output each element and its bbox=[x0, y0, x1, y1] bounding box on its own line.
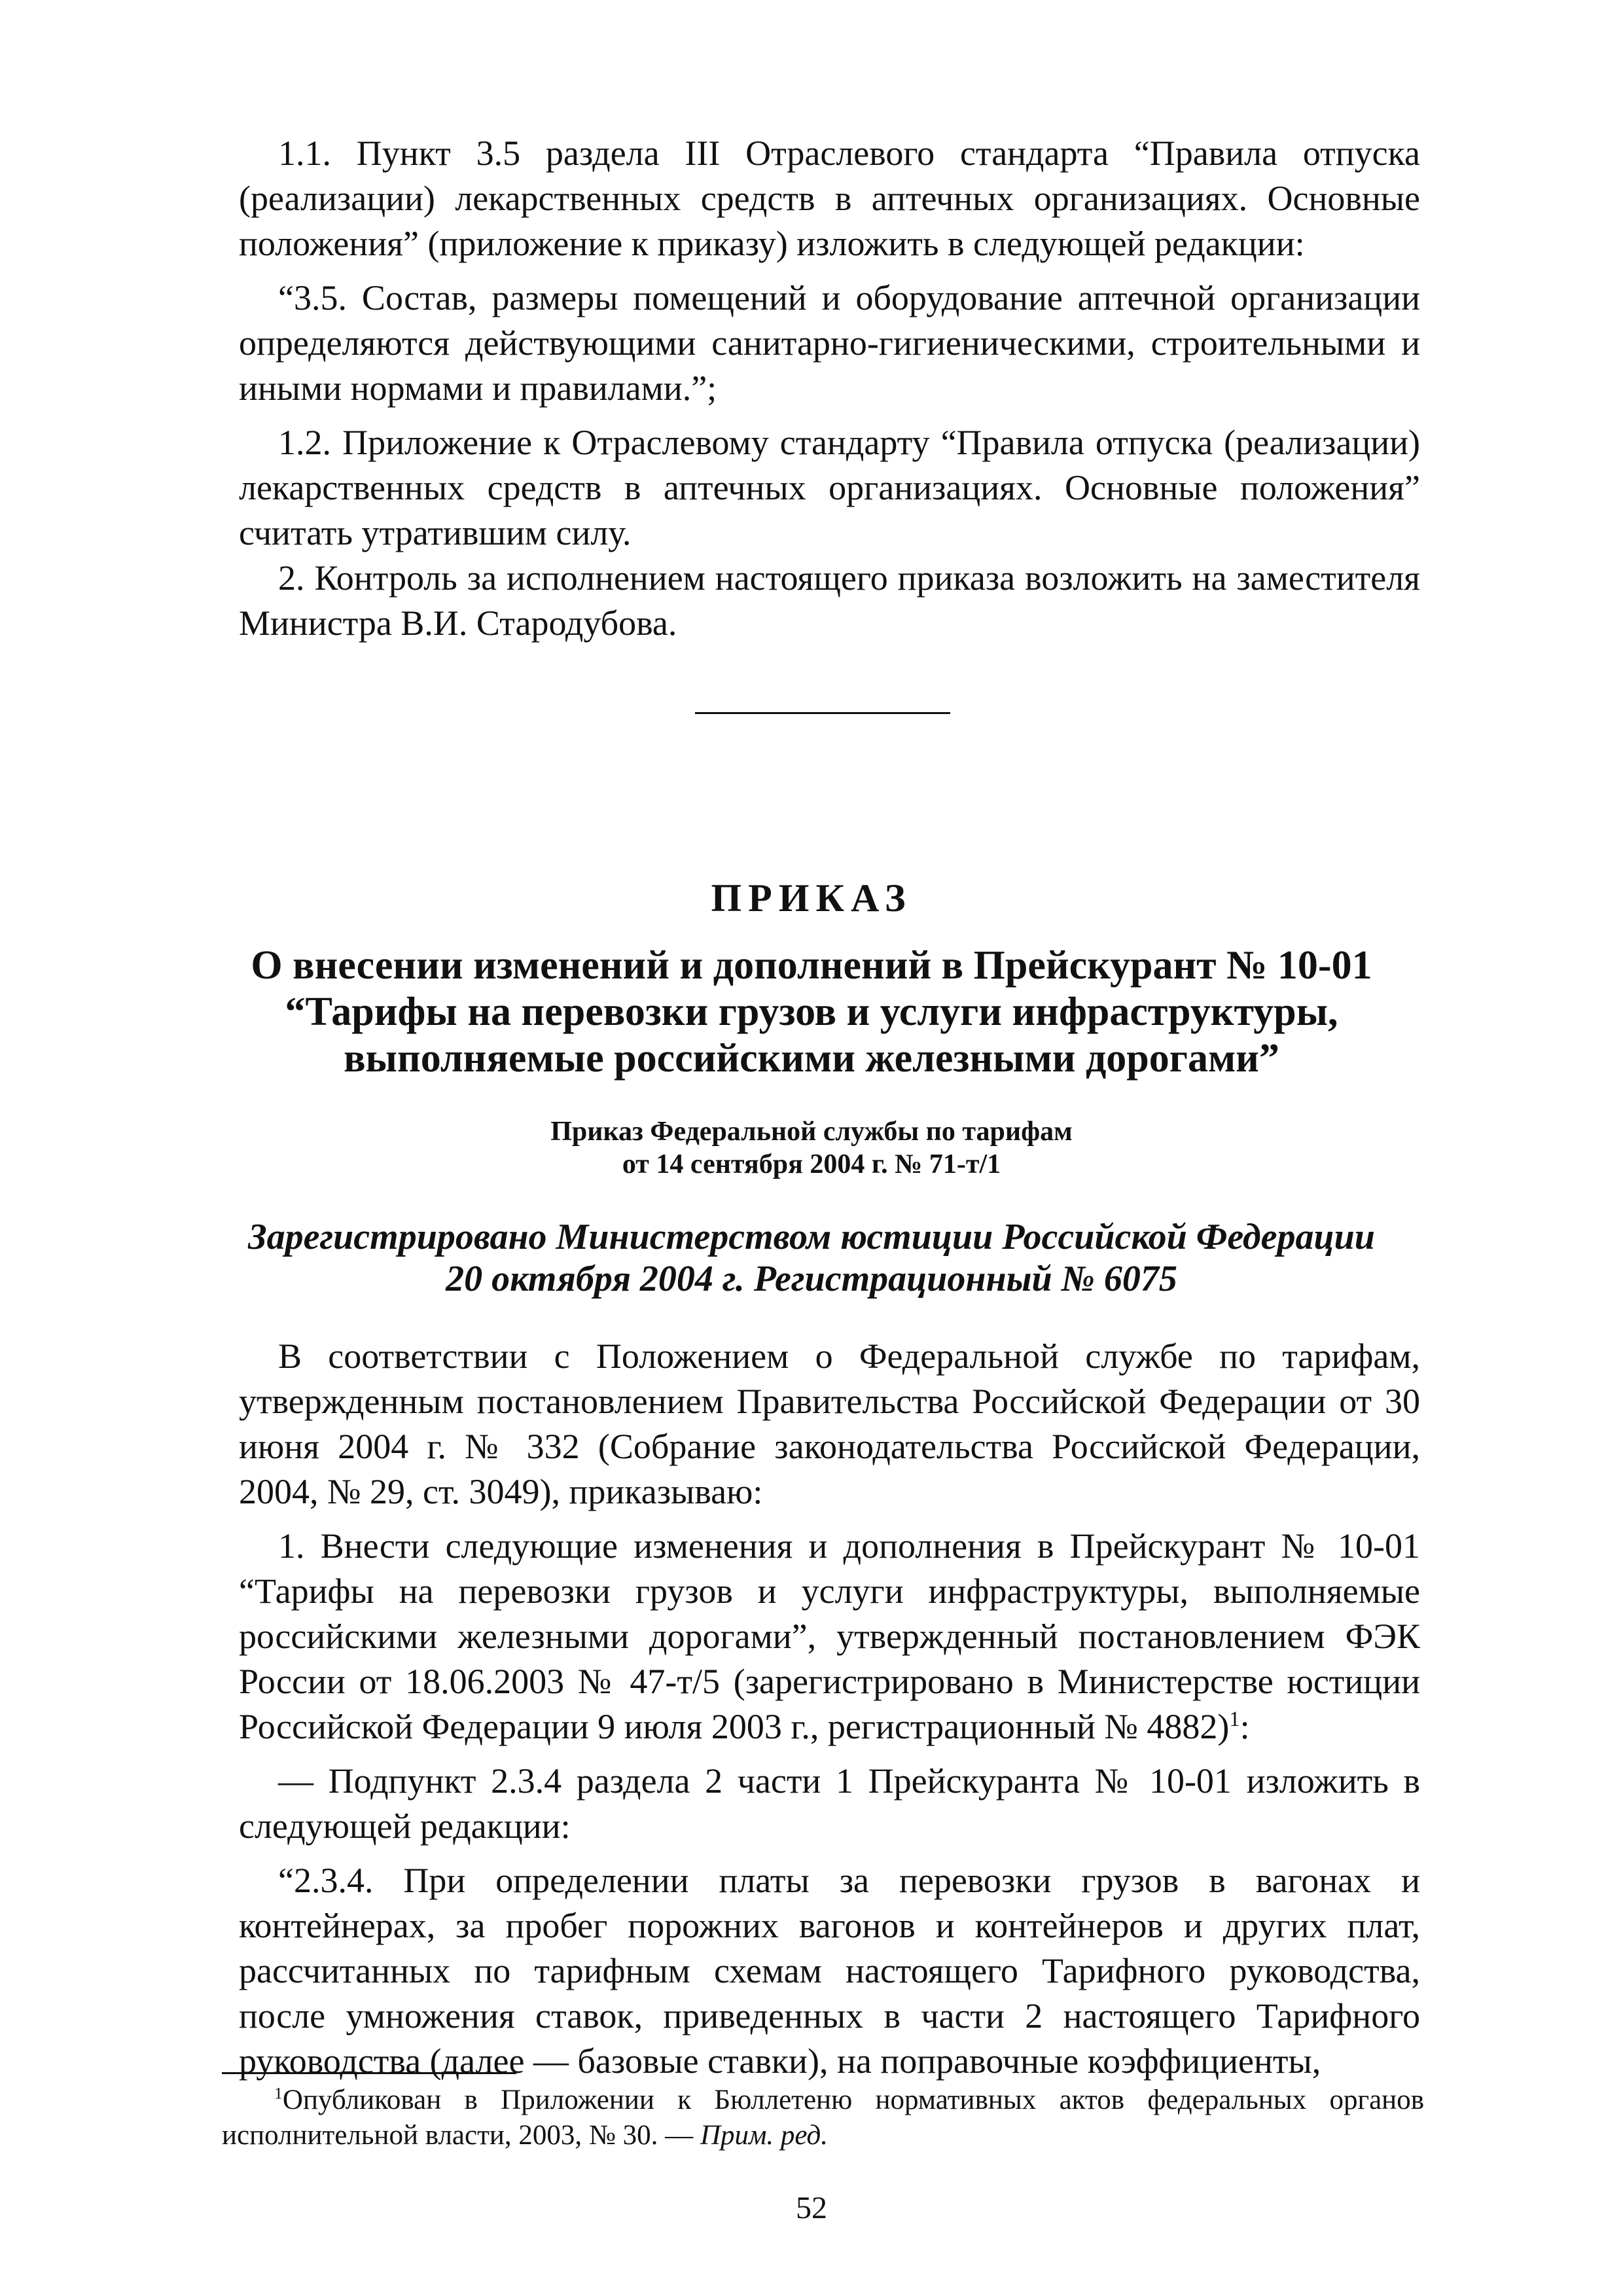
registration-line-2: 20 октября 2004 г. Регистрационный № 6075 bbox=[446, 1259, 1177, 1299]
order-source bbox=[0, 1115, 1623, 1181]
order-heading: ПРИКАЗ bbox=[711, 876, 912, 920]
order-title-line-2: “Тарифы на перевозки грузов и услуги инфраструктуры, bbox=[285, 990, 1338, 1034]
body-paragraph-1: 1. Внести следующие изменения и дополнения в Прейскурант № 10-01 “Тарифы на перевозки грузов и услуги инфраструктуры, выполняемые российскими железными дорогами”, утвержденный постановлением ФЭК России от 18.06.2003 № 47-т/5 (зарегистрировано в Министерстве юстиции Российской Федерации 9 июля 2003 г., регистрационный № 4882)$^1$: bbox=[239, 1526, 1420, 1746]
order-title-line-1: О внесении изменений и дополнений в Прейскурант № 10-01 bbox=[251, 943, 1372, 988]
section-divider bbox=[695, 712, 950, 714]
paragraph-1-1: 1.1. Пункт 3.5 раздела III Отраслевого стандарта “Правила отпуска (реализации) лекарственных средств в аптечных организациях. Основные положения” (приложение к приказу) изложить в следующей редакции: bbox=[239, 134, 1420, 263]
registration-note bbox=[0, 1216, 1623, 1300]
paragraph-3-5: “3.5. Состав, размеры помещений и оборудование аптечной организации определяются действующими санитарно-гигиеническими, строительными и иными нормами и правилами.”; bbox=[239, 278, 1420, 408]
footnote-mark: 1 bbox=[274, 2083, 283, 2103]
paragraph-1-2: 1.2. Приложение к Отраслевому стандарту “Правила отпуска (реализации) лекарственных средств в аптечных организациях. Основные положения” считать утратившим силу. bbox=[239, 423, 1420, 552]
order-source-line-1: Приказ Федеральной службы по тарифам bbox=[550, 1117, 1073, 1147]
page-number: 52 bbox=[796, 2191, 827, 2225]
footnote-rule bbox=[222, 2072, 516, 2074]
footnote-reference: 1 bbox=[1229, 1708, 1240, 1731]
footnote-editor-note: Прим. ред. bbox=[700, 2120, 828, 2151]
paragraph-2: 2. Контроль за исполнением настоящего приказа возложить на заместителя Министра В.И. Стародубова. bbox=[239, 558, 1420, 643]
top-section bbox=[239, 131, 1420, 646]
footnote: $^1$Опубликован в Приложении к Бюллетеню нормативных актов федеральных органов исполнительной власти, 2003, № 30. — Прим. ред. bbox=[222, 2083, 1424, 2151]
body-paragraph-2-3-4: “2.3.4. При определении платы за перевозки грузов в вагонах и контейнерах, за пробег порожних вагонов и контейнеров и других плат, рассчитанных по тарифным схемам настоящего Тарифного руководства, после умножения ставок, приведенных в части 2 настоящего Тарифного руководства (далее — базовые ставки), на поправочные коэффициенты, bbox=[239, 1861, 1420, 2081]
order-source-line-2: от 14 сентября 2004 г. № 71-т/1 bbox=[622, 1149, 1001, 1179]
order-title bbox=[0, 942, 1623, 1082]
body-paragraph-preamble: В соответствии с Положением о Федеральной службе по тарифам, утвержденным постановлением Правительства Российской Федерации от 30 июня 2004 г. № 332 (Собрание законодательства Российской Федерации, 2004, № 29, ст. 3049), приказываю: bbox=[239, 1336, 1420, 1511]
body-paragraph-subpoint: — Подпункт 2.3.4 раздела 2 части 1 Прейскуранта № 10-01 изложить в следующей редакции: bbox=[239, 1761, 1420, 1846]
order-title-line-3: выполняемые российскими железными дорогами” bbox=[344, 1036, 1279, 1081]
body-section bbox=[239, 1334, 1420, 2084]
registration-line-1: Зарегистрировано Министерством юстиции Российской Федерации bbox=[248, 1217, 1375, 1257]
